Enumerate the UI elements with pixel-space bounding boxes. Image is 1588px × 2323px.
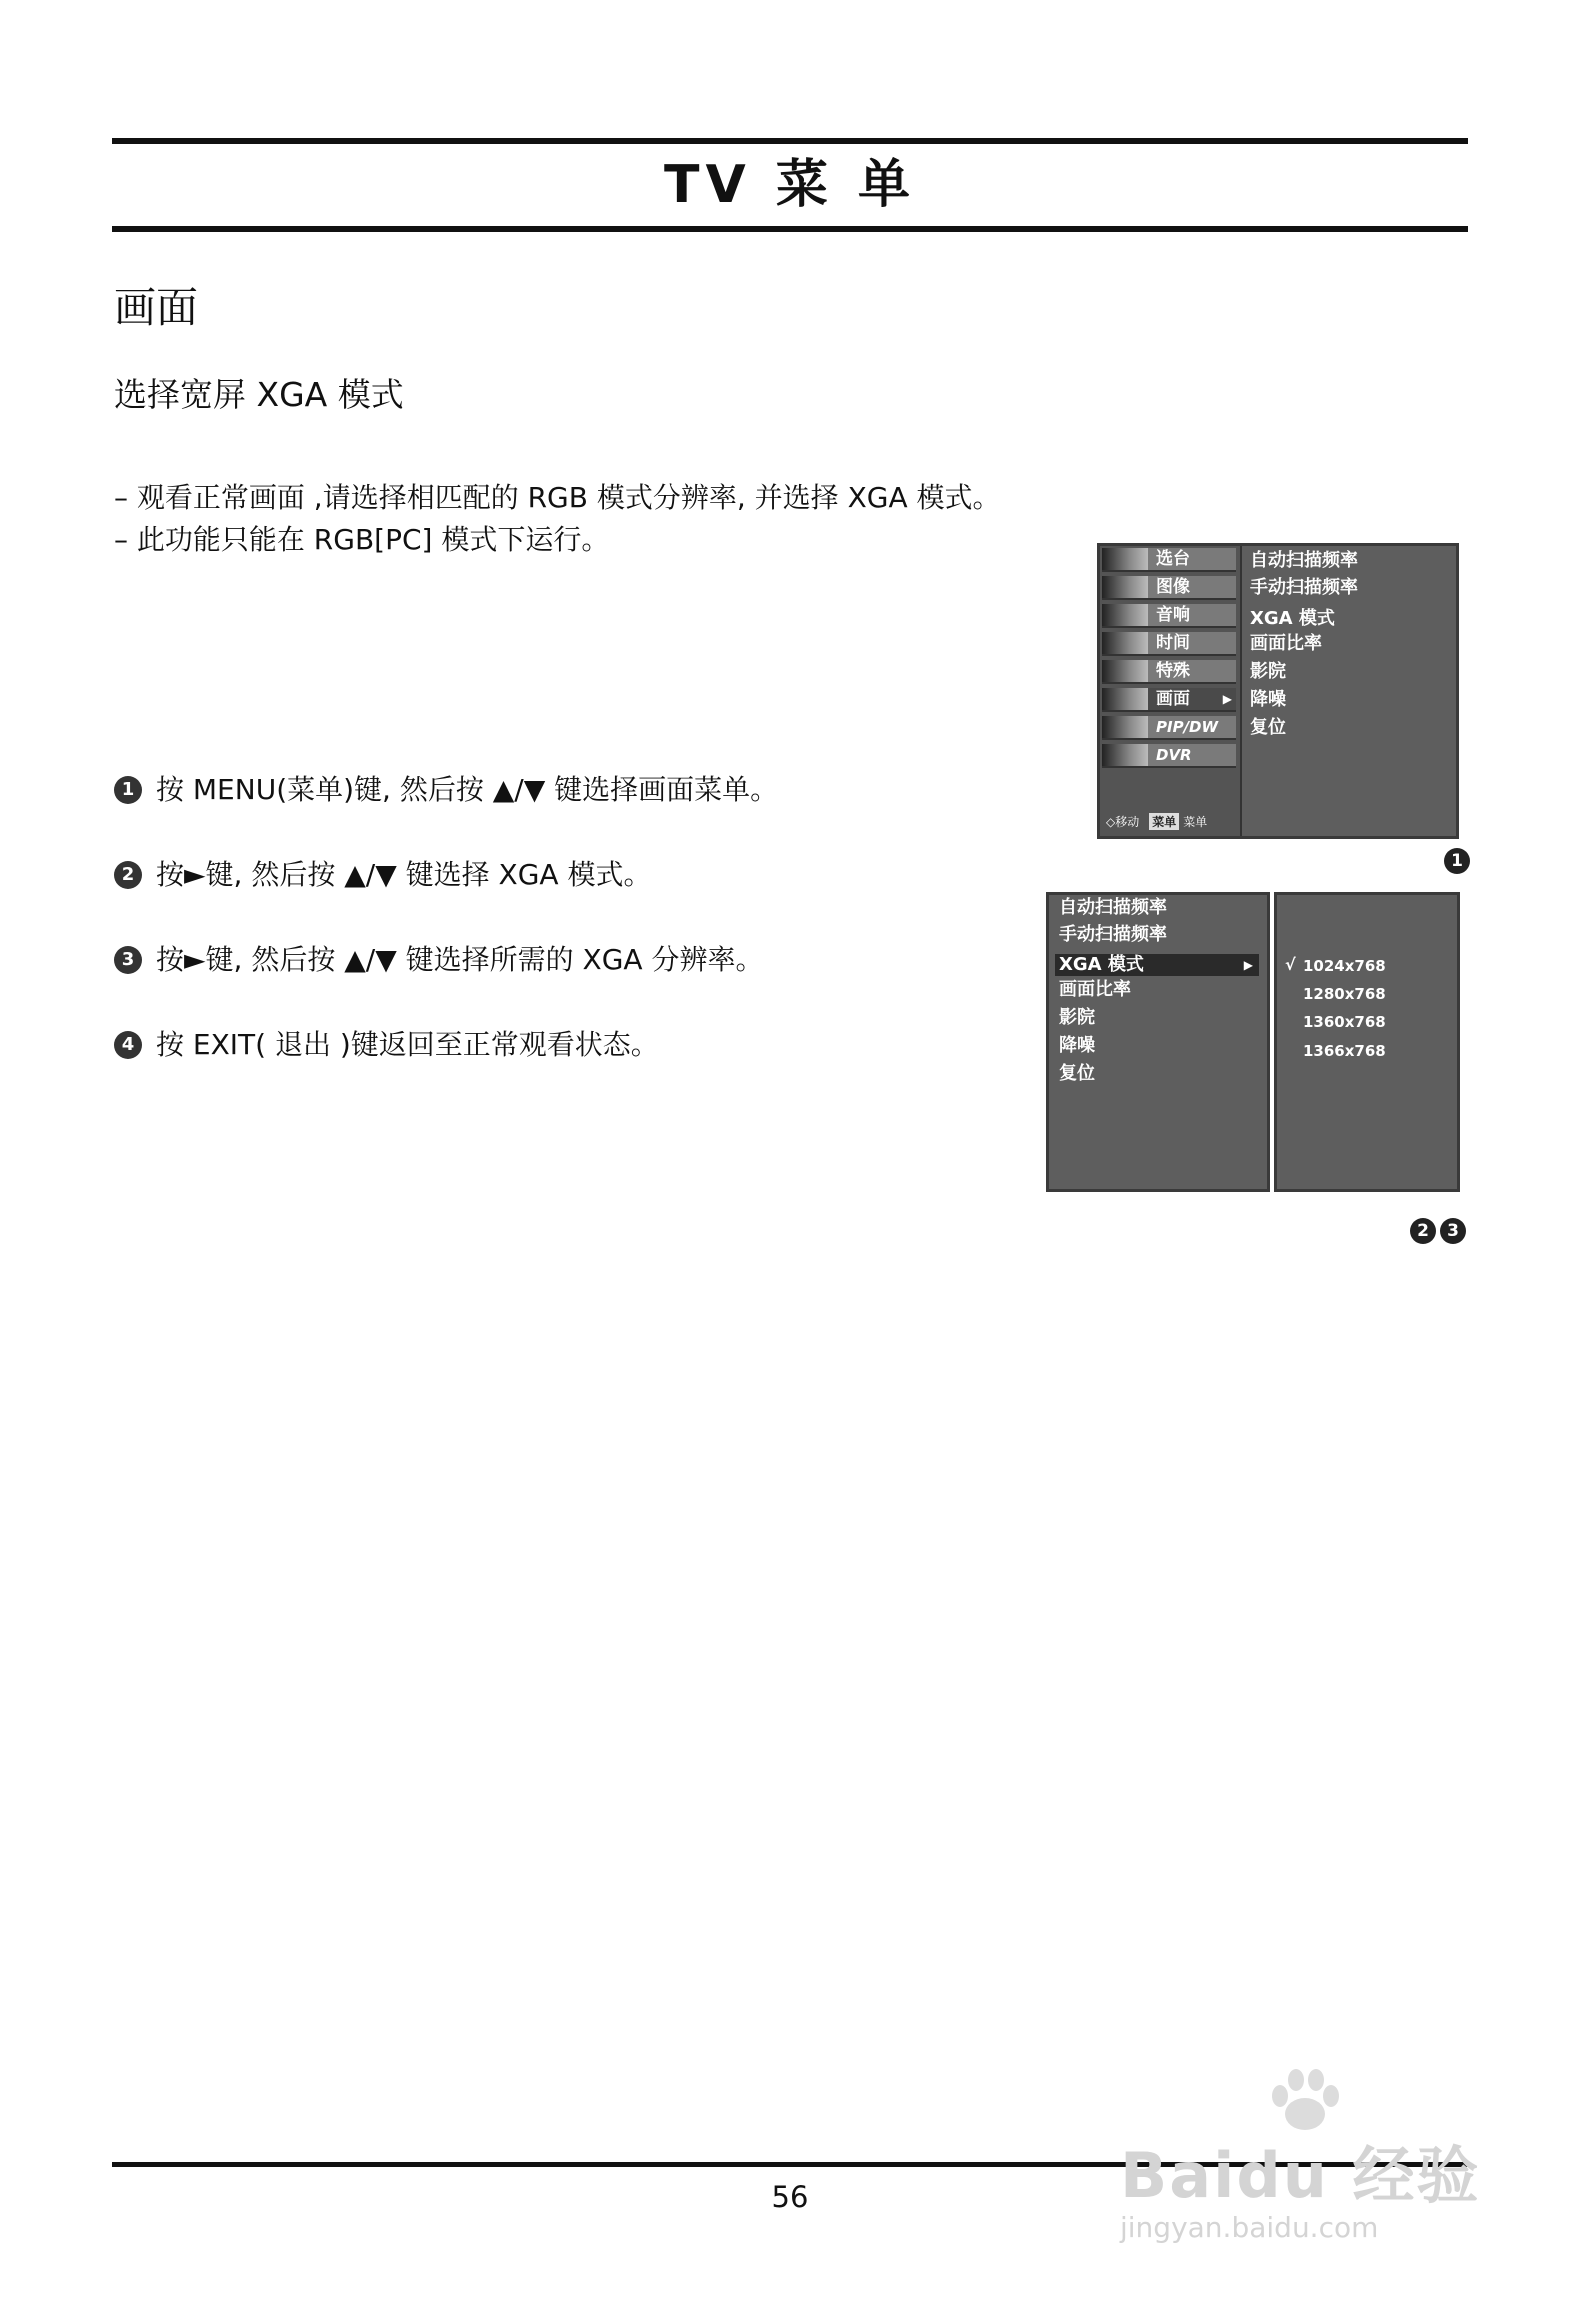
menu-hint xyxy=(1106,813,1207,830)
menu-category-label: 画面 xyxy=(1156,689,1190,709)
category-thumbnail xyxy=(1102,688,1148,710)
menu-category-label: PIP/DW xyxy=(1156,718,1219,736)
play-arrow-icon: ▶ xyxy=(1243,958,1253,972)
menu-option: 画面比率 xyxy=(1250,633,1322,654)
menu-key-badge: 菜单 xyxy=(1149,813,1179,830)
submenu-item: 手动扫描频率 xyxy=(1059,924,1167,945)
category-thumbnail xyxy=(1102,604,1148,626)
watermark-brand: Baidu 经验 xyxy=(1120,2139,1481,2212)
subsection-heading: 选择宽屏 XGA 模式 xyxy=(114,375,404,414)
figure-label xyxy=(1406,1218,1466,1244)
menu-option: 降噪 xyxy=(1250,689,1286,710)
menu-option: 影院 xyxy=(1250,661,1286,682)
submenu-item-label: XGA 模式 xyxy=(1059,954,1144,975)
menu-category-item xyxy=(1102,744,1236,768)
menu-category-item-selected xyxy=(1102,688,1236,712)
step-number-badge: 2 xyxy=(114,861,142,889)
menu-category-label: 时间 xyxy=(1156,633,1190,653)
step-4 xyxy=(114,1025,659,1065)
note-line: – 此功能只能在 RGB[PC] 模式下运行。 xyxy=(114,523,610,556)
figure-number-badge: 3 xyxy=(1440,1218,1466,1244)
move-hint: ◇移动 xyxy=(1106,815,1140,829)
figure-number-badge: 2 xyxy=(1410,1218,1436,1244)
menu-category-list xyxy=(1100,546,1242,836)
category-thumbnail xyxy=(1102,548,1148,570)
menu-category-item xyxy=(1102,716,1236,740)
picture-submenu xyxy=(1046,892,1270,1192)
check-mark-icon: √ xyxy=(1285,955,1296,974)
baidu-watermark xyxy=(1110,2066,1490,2256)
menu-option: XGA 模式 xyxy=(1250,608,1335,629)
step-2 xyxy=(114,855,651,895)
menu-option: 手动扫描频率 xyxy=(1250,577,1358,598)
step-text: 按►键, 然后按 ▲/▼ 键选择所需的 XGA 分辨率。 xyxy=(156,943,764,976)
category-thumbnail xyxy=(1102,744,1148,766)
header-rule-bottom xyxy=(112,226,1468,232)
menu-category-item xyxy=(1102,660,1236,684)
step-text: 按 EXIT( 退出 )键返回至正常观看状态。 xyxy=(156,1028,659,1061)
category-thumbnail xyxy=(1102,632,1148,654)
resolution-option: 1280x768 xyxy=(1303,985,1386,1003)
watermark-url: jingyan.baidu.com xyxy=(1120,2211,1379,2244)
category-thumbnail xyxy=(1102,660,1148,682)
play-arrow-icon: ▶ xyxy=(1222,692,1232,706)
submenu-item: 影院 xyxy=(1059,1007,1095,1028)
menu-screenshot-xga xyxy=(1046,892,1460,1192)
menu-category-label: 图像 xyxy=(1156,577,1190,597)
resolution-option: 1366x768 xyxy=(1303,1042,1386,1060)
step-number-badge: 4 xyxy=(114,1031,142,1059)
menu-hint-label: 菜单 xyxy=(1183,815,1208,829)
menu-category-label: 选台 xyxy=(1156,549,1190,569)
menu-category-item xyxy=(1102,576,1236,600)
submenu-item-selected xyxy=(1055,954,1259,976)
step-text: 按 MENU(菜单)键, 然后按 ▲/▼ 键选择画面菜单。 xyxy=(156,773,779,806)
menu-category-item xyxy=(1102,632,1236,656)
note-line: – 观看正常画面 ,请选择相匹配的 RGB 模式分辨率, 并选择 XGA 模式。 xyxy=(114,481,1001,514)
submenu-item: 复位 xyxy=(1059,1063,1095,1084)
submenu-item: 降噪 xyxy=(1059,1035,1095,1056)
menu-option: 复位 xyxy=(1250,717,1286,738)
page-number: 56 xyxy=(771,2180,809,2214)
step-1 xyxy=(114,770,778,810)
figure-number-badge: 1 xyxy=(1444,848,1470,874)
page-title: TV 菜 单 xyxy=(664,155,916,215)
resolution-option: 1024x768 xyxy=(1303,957,1386,975)
resolution-option: 1360x768 xyxy=(1303,1013,1386,1031)
step-text: 按►键, 然后按 ▲/▼ 键选择 XGA 模式。 xyxy=(156,858,652,891)
menu-option: 自动扫描频率 xyxy=(1250,550,1358,571)
menu-screenshot-main xyxy=(1097,543,1459,839)
step-number-badge: 3 xyxy=(114,946,142,974)
menu-category-label: 特殊 xyxy=(1156,661,1190,681)
category-thumbnail xyxy=(1102,576,1148,598)
step-number-badge: 1 xyxy=(114,776,142,804)
resolution-list xyxy=(1274,892,1460,1192)
menu-category-item xyxy=(1102,604,1236,628)
section-heading: 画面 xyxy=(114,283,199,332)
category-thumbnail xyxy=(1102,716,1148,738)
menu-category-item xyxy=(1102,548,1236,572)
menu-category-label: DVR xyxy=(1156,746,1192,764)
step-3 xyxy=(114,940,763,980)
menu-category-label: 音响 xyxy=(1156,605,1190,625)
figure-label xyxy=(1440,848,1470,874)
submenu-item: 自动扫描频率 xyxy=(1059,897,1167,918)
header-rule-top xyxy=(112,138,1468,144)
submenu-item: 画面比率 xyxy=(1059,979,1131,1000)
